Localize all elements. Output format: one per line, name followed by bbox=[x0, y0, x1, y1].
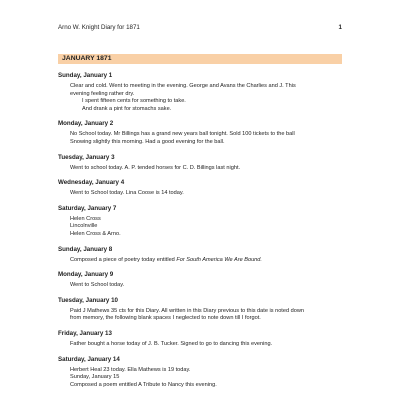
entry-line: Father bought a horse today of J. B. Tucker. Signed to go to dancing this evening. bbox=[70, 340, 273, 347]
entry-line: Went to school today. A. P. tended horses for C. D. Billings last night. bbox=[70, 164, 241, 171]
entry-line: evening feeling rather dry. bbox=[70, 90, 135, 97]
entry-line: Snowing slightly this morning. Had a good evening for the ball. bbox=[70, 138, 225, 145]
entry-body bbox=[58, 367, 342, 390]
entry-date: Friday, January 13 bbox=[58, 329, 112, 337]
entry-line: from memory, the following blank spaces I neglected to note down till I forgot. bbox=[70, 315, 261, 322]
entry-date: Sunday, January 8 bbox=[58, 245, 113, 253]
entry-line: Helen Cross & Arno. bbox=[70, 230, 121, 237]
entry-line: Went to School today. Lina Coose is 14 today. bbox=[70, 190, 184, 197]
entry-line: Composed a poem entitled A Tribute to Nancy this evening. bbox=[70, 381, 217, 388]
entry-body bbox=[58, 216, 342, 239]
entry-date: Saturday, January 14 bbox=[58, 355, 120, 363]
entry-text: Composed a piece of poetry today entitled bbox=[70, 256, 177, 263]
diary-entry bbox=[58, 120, 342, 146]
entry-line: Helen Cross bbox=[70, 215, 101, 222]
diary-entry bbox=[58, 205, 342, 239]
entry-date: Monday, January 9 bbox=[58, 271, 114, 279]
diary-entry bbox=[58, 154, 342, 173]
diary-entry bbox=[58, 179, 342, 198]
entry-date: Tuesday, January 10 bbox=[58, 296, 118, 304]
diary-entry bbox=[58, 297, 342, 323]
entry-date: Monday, January 2 bbox=[58, 120, 114, 128]
diary-entries bbox=[58, 72, 342, 396]
entry-body bbox=[58, 341, 342, 349]
entry-date: Sunday, January 1 bbox=[58, 72, 113, 79]
diary-entry bbox=[58, 356, 342, 390]
poem-title: For South America We Are Bound. bbox=[176, 256, 262, 263]
page-number: 1 bbox=[338, 24, 342, 31]
diary-entry bbox=[58, 72, 342, 113]
entry-body bbox=[58, 282, 342, 290]
entry-line: Lincolnville bbox=[70, 223, 98, 230]
entry-body bbox=[58, 131, 342, 146]
entry-date: Saturday, January 7 bbox=[58, 204, 117, 212]
running-title: Arno W. Knight Diary for 1871 bbox=[58, 24, 140, 31]
entry-body bbox=[58, 257, 342, 265]
diary-entry bbox=[58, 271, 342, 290]
entry-line: Herbert Heal 23 today. Ella Mathews is 19 today. bbox=[70, 366, 191, 373]
diary-entry bbox=[58, 246, 342, 265]
month-heading: JANUARY 1871 bbox=[62, 55, 112, 62]
entry-line: Clear and cold. Went to meeting in the evening. George and Avans the Charlies and J. This bbox=[70, 83, 296, 89]
entry-line: Sunday, January 15 bbox=[70, 374, 120, 381]
entry-date: Wednesday, January 4 bbox=[58, 179, 125, 187]
diary-entry bbox=[58, 330, 342, 349]
entry-line: And drank a pint for stomachs sake. bbox=[82, 105, 172, 112]
entry-line: Went to School today. bbox=[70, 282, 125, 289]
entry-line: No School today. Mr Billings has a grand new years ball tonight. Sold 100 tickets to the ball bbox=[70, 131, 295, 138]
entry-line: I spent fifteen cents for something to take. bbox=[82, 98, 186, 105]
entry-line: Paid J Mathews 35 cts for this Diary. All written in this Diary previous to this date is noted down bbox=[70, 307, 305, 314]
entry-date: Tuesday, January 3 bbox=[58, 153, 115, 161]
entry-body bbox=[58, 190, 342, 198]
entry-body bbox=[58, 165, 342, 173]
entry-line bbox=[70, 257, 342, 265]
entry-body bbox=[58, 308, 342, 323]
entry-body bbox=[58, 83, 342, 113]
